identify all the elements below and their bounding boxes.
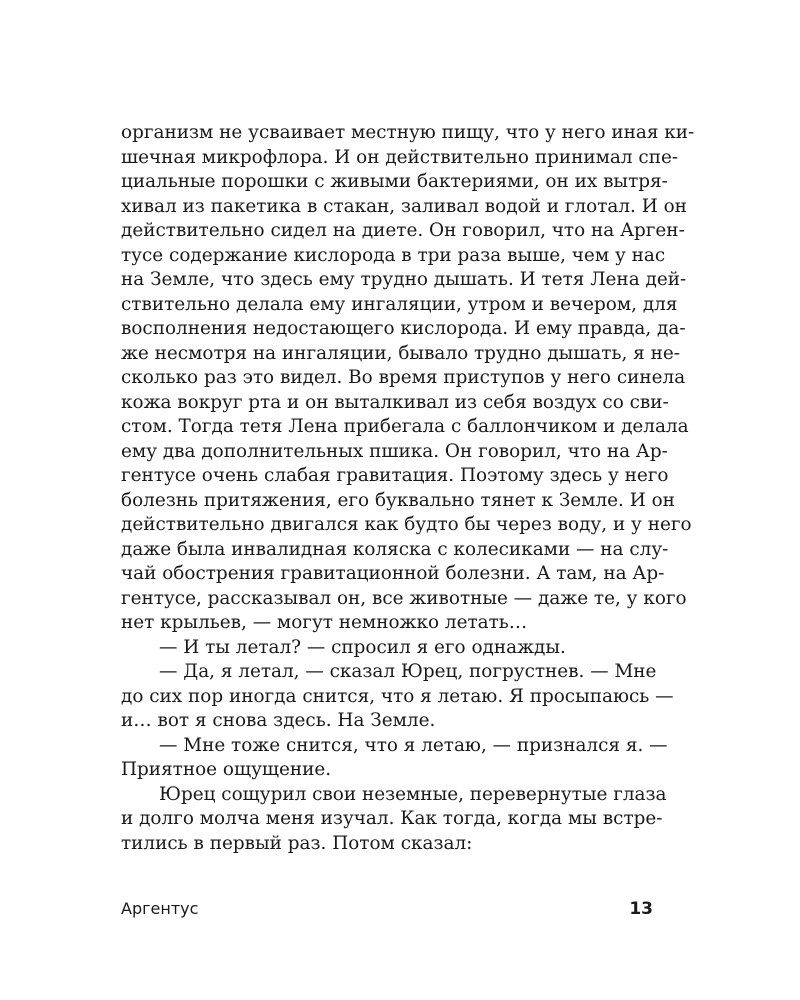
dialogue-line: — И ты летал? — спросил я его однажды. [159, 636, 566, 658]
text-line: гентусе очень слабая гравитация. Поэтому здесь у него [121, 465, 669, 486]
page-number: 13 [629, 899, 653, 919]
running-title: Аргентус [121, 899, 199, 918]
text-line: Юрец сощурил свои неземные, перевернутые глаза [159, 783, 667, 805]
text-line: организм не усваивает местную пищу, что у него иная ки- [121, 122, 695, 143]
text-line: ему два дополнительных пшика. Он говорил, что на Ар- [121, 440, 668, 462]
text-line: ствительно делала ему ингаляции, утром и вечером, для [121, 293, 678, 315]
text-line: хивал из пакетика в стакан, заливал водой и глотал. И он [121, 195, 687, 217]
text-line: циальные порошки с живыми бактериями, он их вытря- [121, 171, 668, 192]
dialogue-line: — Мне тоже снится, что я летаю, — признался я. — [159, 734, 668, 756]
text-line: даже была инвалидная коляска с колесиками — на слу- [121, 538, 669, 560]
text-line: тусе содержание кислорода в три раза выше, чем у нас [121, 244, 666, 266]
text-line: стом. Тогда тетя Лена прибегала с баллончиком и делала [121, 416, 689, 437]
dialogue-line: до сих пор иногда снится, что я летаю. Я просыпаюсь — [121, 685, 674, 707]
text-line: и долго молча меня изучал. Как тогда, когда мы встре- [121, 808, 663, 829]
text-line: же несмотря на ингаляции, бывало трудно дышать, я не- [121, 342, 680, 364]
text-line: чай обострения гравитационной болезни. А там, на Ар- [121, 563, 665, 584]
dialogue-line: — Да, я летал, — сказал Юрец, погрустнев. — Мне [159, 661, 657, 682]
text-line: на Земле, что здесь ему трудно дышать. И тетя Лена дей- [121, 269, 687, 290]
text-line: сколько раз это видел. Во время приступов у него синела [121, 367, 686, 388]
text-line: нет крыльев, — могут немножко летать… [121, 612, 528, 633]
text-line: гентусе, рассказывал он, все животные — даже те, у кого [121, 587, 687, 609]
text-line: восполнения недостающего кислорода. И ему правда, да- [121, 318, 686, 339]
dialogue-line: и… вот я снова здесь. На Земле. [121, 710, 436, 731]
text-line: кожа вокруг рта и он выталкивал из себя воздух со сви- [121, 391, 669, 413]
text-line: действительно двигался как будто бы через воду, и у него [121, 514, 692, 535]
dialogue-line: Приятное ощущение. [121, 759, 332, 780]
page-footer [121, 897, 653, 921]
page-body-text [121, 121, 695, 856]
text-line: действительно сидел на диете. Он говорил, что на Арген- [121, 220, 685, 241]
text-line: шечная микрофлора. И он действительно принимал спе- [121, 146, 679, 168]
text-line: тились в первый раз. Потом сказал: [121, 832, 473, 854]
text-line: болезнь притяжения, его буквально тянет к Земле. И он [121, 489, 675, 511]
